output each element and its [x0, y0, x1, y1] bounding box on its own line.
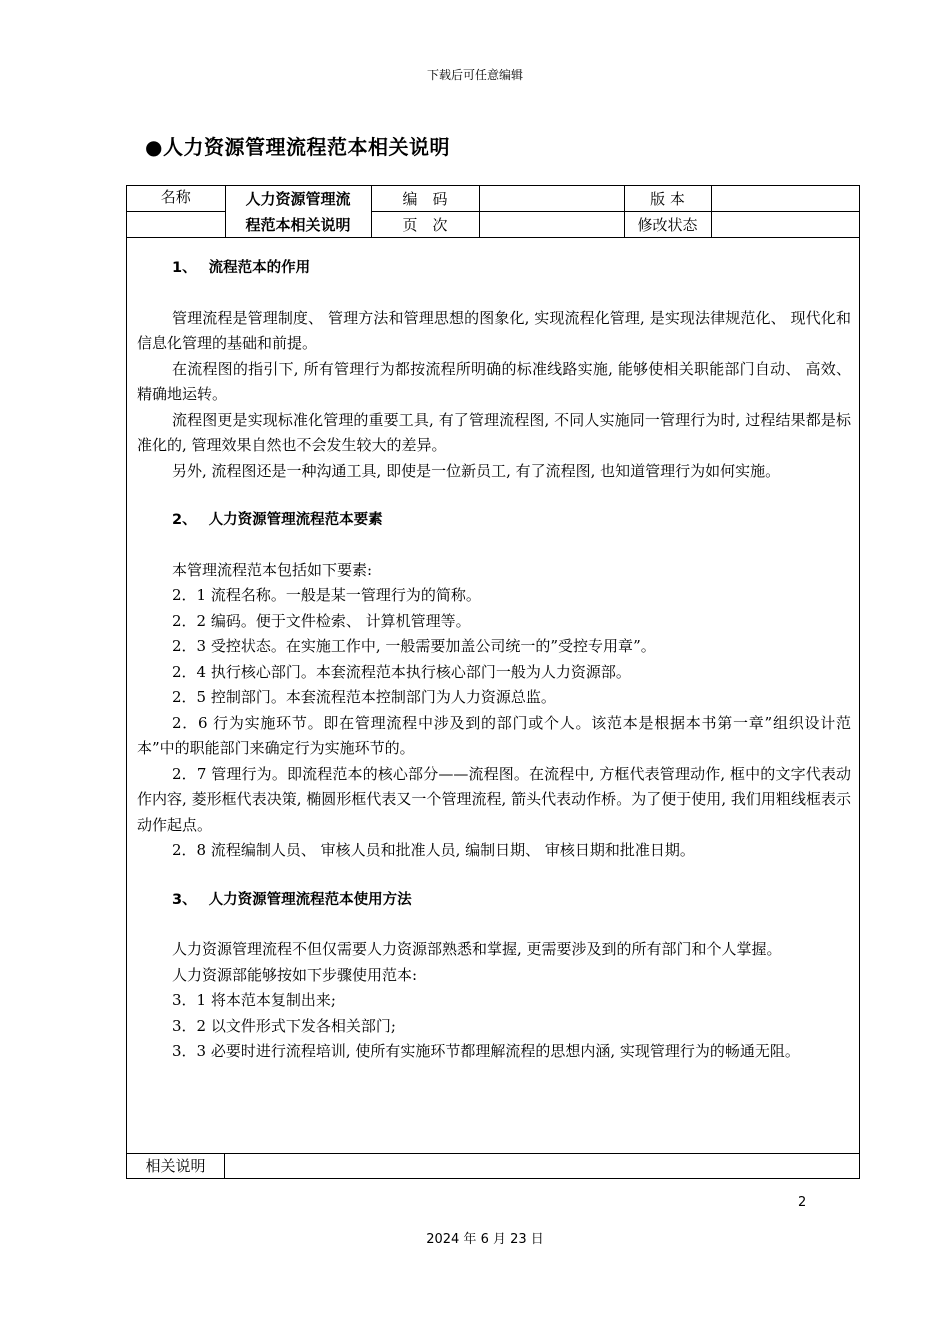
paragraph: 3．1 将本范本复制出来; — [172, 991, 336, 1009]
related-notes-row — [127, 1153, 859, 1179]
paragraph: 3．2 以文件形式下发各相关部门; — [172, 1016, 396, 1035]
paragraph: 2．6 行为实施环节。即在管理流程中涉及到的部门或个人。该范本是根据本书第一章”组织设计范本”中的职能部门来确定行为实施环节的。 — [137, 713, 851, 757]
meta-row-1 — [127, 186, 859, 212]
paragraph: 流程图更是实现标准化管理的重要工具, 有了管理流程图, 不同人实施同一管理行为时, 过程结果都是标准化的, 管理效果自然也不会发生较大的差异。 — [137, 410, 851, 454]
paragraph: 管理流程是管理制度、 管理方法和管理思想的图象化, 实现流程化管理, 是实现法律规范化、 现代化和信息化管理的基础和前提。 — [137, 308, 851, 352]
paragraph: 人力资源管理流程不但仅需要人力资源部熟悉和掌握, 更需要涉及到的所有部门和个人掌握。 — [172, 940, 782, 958]
name-value-line-1: 人力资源管理流 — [225, 186, 371, 212]
code-value — [479, 186, 624, 212]
related-notes-label: 相关说明 — [127, 1154, 225, 1179]
paragraph: 在流程图的指引下, 所有管理行为都按流程所明确的标准线路实施, 能够使相关职能部门自动、 高效、 精确地运转。 — [137, 359, 851, 403]
paragraph: 2．4 执行核心部门。本套流程范本执行核心部门一般为人力资源部。 — [172, 662, 631, 681]
paragraph: 另外, 流程图还是一种沟通工具, 即使是一位新员工, 有了流程图, 也知道管理行为如何实施。 — [172, 461, 781, 480]
page-number: 2 — [798, 1195, 807, 1210]
page-value — [479, 212, 624, 238]
meta-row-2 — [127, 212, 859, 238]
name-label: 名称 — [127, 186, 225, 212]
paragraph: 3．3 必要时进行流程培训, 使所有实施环节都理解流程的思想内涵, 实现管理行为的畅通无阻。 — [172, 1042, 800, 1060]
content-body — [137, 246, 851, 1065]
section-1-heading: 1、 流程范本的作用 — [172, 260, 311, 276]
paragraph: 2．8 流程编制人员、 审核人员和批准人员, 编制日期、 审核日期和批准日期。 — [172, 841, 695, 859]
paragraph: 2．7 管理行为。即流程范本的核心部分——流程图。在流程中, 方框代表管理动作, 框中的文字代表动作内容, 菱形框代表决策, 椭圆形框代表又一个管理流程, 箭头代表动作桥。为了便于使用, 我们用粗线框表示动作起点。 — [137, 764, 851, 834]
code-label: 编 码 — [371, 186, 479, 212]
paragraph: 2．2 编码。便于文件检索、 计算机管理等。 — [172, 611, 471, 630]
header-note: 下载后可任意编辑 — [426, 68, 523, 82]
name-value-line-2: 程范本相关说明 — [225, 212, 371, 238]
version-label: 版 本 — [624, 186, 711, 212]
page-label: 页 次 — [371, 212, 479, 238]
status-label: 修改状态 — [624, 212, 711, 238]
document-frame — [126, 185, 860, 1179]
page-date: 2024 年 6 月 23 日 — [426, 1232, 544, 1247]
paragraph: 2．1 流程名称。一般是某一管理行为的简称。 — [172, 586, 481, 604]
paragraph: 本管理流程范本包括如下要素: — [172, 560, 373, 579]
name-label-blank — [127, 212, 225, 238]
status-value — [711, 212, 859, 238]
paragraph: 2．3 受控状态。在实施工作中, 一般需要加盖公司统一的”受控专用章”。 — [172, 637, 656, 655]
meta-table — [127, 186, 859, 238]
paragraph: 人力资源部能够按如下步骤使用范本: — [172, 965, 418, 984]
section-3-heading: 3、 人力资源管理流程范本使用方法 — [172, 891, 412, 908]
version-value — [711, 186, 859, 212]
paragraph: 2．5 控制部门。本套流程范本控制部门为人力资源总监。 — [172, 688, 556, 706]
section-2-heading: 2、 人力资源管理流程范本要素 — [172, 512, 383, 528]
document-title: ●人力资源管理流程范本相关说明 — [145, 135, 450, 159]
